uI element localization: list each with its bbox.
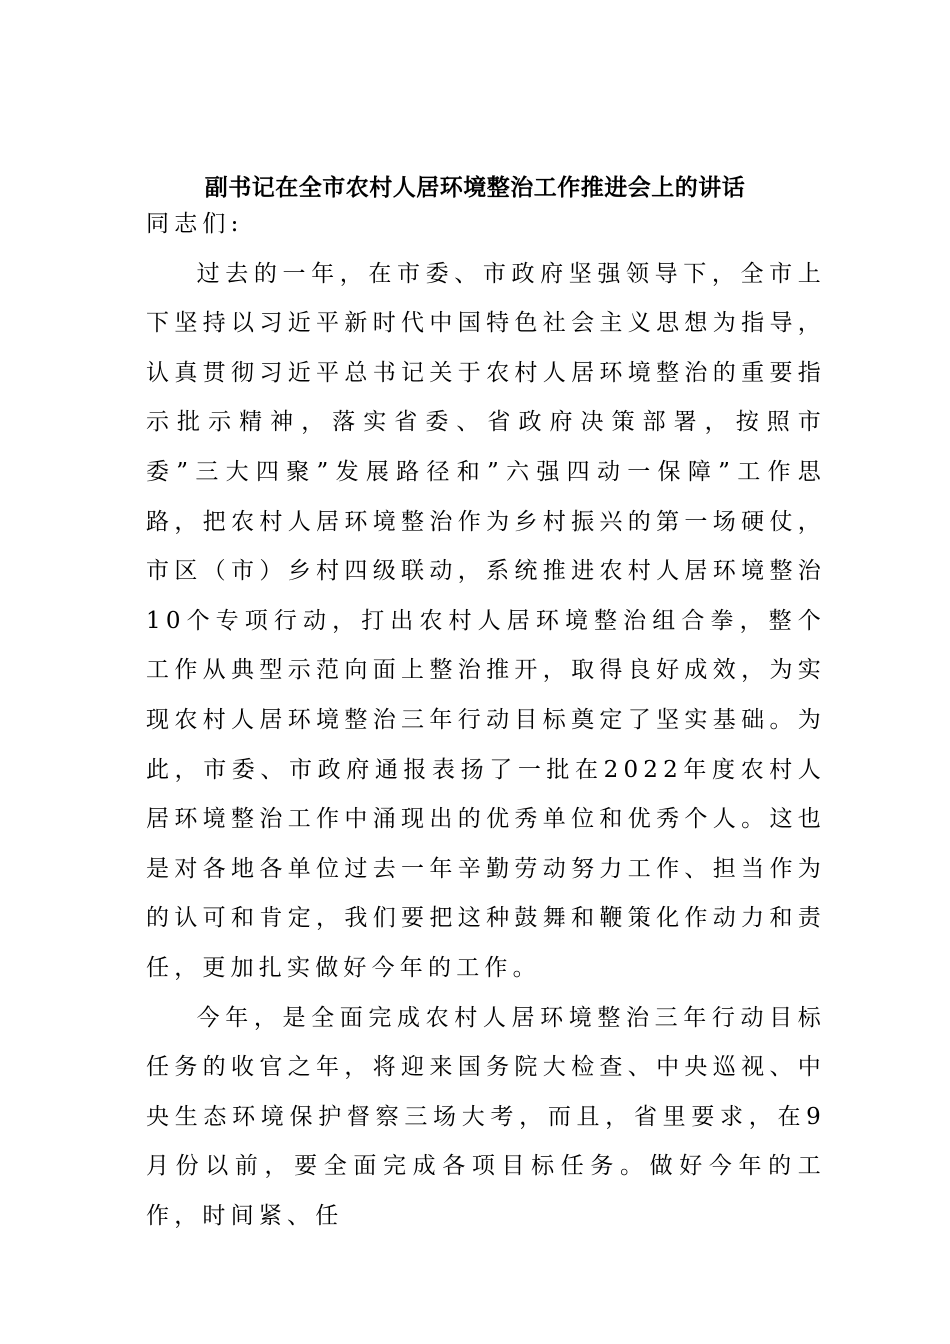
paragraph-1: 过去的一年，在市委、市政府坚强领导下，全市上下坚持以习近平新时代中国特色社会主义思想为指导，认真贯彻习近平总书记关于农村人居环境整治的重要指示批示精神，落实省委、省政府决策部署，按照市委”三大四聚”发展路径和”六强四动一保障”工作思路，把农村人居环境整治作为乡村振兴的第一场硬仗，市区（市）乡村四级联动，系统推进农村人居环境整治10个专项行动，打出农村人居环境整治组合拳，整个工作从典型示范向面上整治推开，取得良好成效，为实现农村人居环境整治三年行动目标奠定了坚实基础。为此，市委、市政府通报表扬了一批在2022年度农村人居环境整治工作中涌现出的优秀单位和优秀个人。这也是对各地各单位过去一年辛勤劳动努力工作、担当作为的认可和肯定，我们要把这种鼓舞和鞭策化作动力和责任，更加扎实做好今年的工作。 xyxy=(146,260,826,981)
paragraph-2: 今年，是全面完成农村人居环境整治三年行动目标任务的收官之年，将迎来国务院大检查、中央巡视、中央生态环境保护督察三场大考，而且，省里要求，在9月份以前，要全面完成各项目标任务。做好今年的工作，时间紧、任 xyxy=(146,1004,826,1229)
document-title: 副书记在全市农村人居环境整治工作推进会上的讲话 xyxy=(204,174,746,202)
salutation: 同志们: xyxy=(146,211,244,237)
document-body xyxy=(146,200,826,1241)
